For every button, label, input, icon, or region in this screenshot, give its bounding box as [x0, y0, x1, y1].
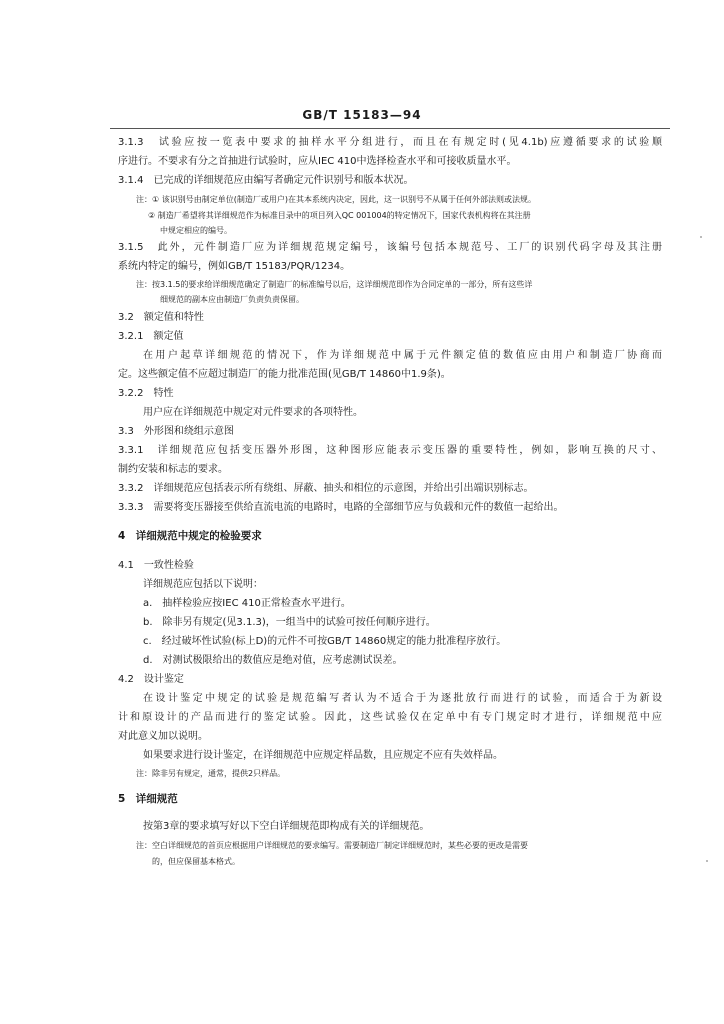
section-4-heading: 4 详细规范中规定的检验要求	[118, 530, 262, 542]
clause-3-1-5-line-1: 3.1.5 此外，元件制造厂应为详细规范规定编号，该编号包括本规范号、工厂的识别代码字母及其注册	[118, 242, 662, 253]
clause-3-2-2-heading: 3.2.2 特性	[118, 388, 174, 399]
list-item-b: b. 除非另有规定(见3.1.3)，一组当中的试验可按任何顺序进行。	[143, 617, 436, 628]
standard-number-header: GB/T 15183—94	[302, 108, 422, 122]
clause-3-2-2-body: 用户应在详细规范中规定对元件要求的各项特性。	[143, 407, 363, 418]
clause-3-1-3-line-2: 序进行。不要求有分之首抽进行试验时，应从IEC 410中选择检查水平和可接收质量水平。	[118, 156, 517, 167]
note-4-2: 注：除非另有规定，通常，提供2只样品。	[136, 769, 286, 778]
clause-4-2-heading: 4.2 设计鉴定	[118, 674, 184, 685]
clause-3-2-heading: 3.2 额定值和特性	[118, 312, 204, 323]
note-3-1-5-line-1: 注：按3.1.5的要求给详细规范确定了制造厂的标准编号以后，这详细规范即作为合同定单的一部分，所有这些详	[136, 280, 533, 289]
clause-3-3-heading: 3.3 外形图和绕组示意图	[118, 426, 234, 437]
scan-speck	[700, 236, 702, 238]
clause-3-3-1-line-2: 制约安装和标志的要求。	[118, 464, 228, 475]
list-item-d: d. 对测试极限给出的数值应是绝对值，应考虑测试误差。	[143, 655, 403, 666]
clause-3-2-1-line-1: 在用户起草详细规范的情况下，作为详细规范中属于元件额定值的数值应由用户和制造厂协商而	[143, 350, 662, 361]
note-3-1-5-line-2: 细规范的副本应由制造厂负责负责保留。	[160, 295, 304, 304]
list-item-c: c. 经过破坏性试验(标上D)的元件不可按GB/T 14860规定的能力批准程序放行。	[143, 636, 507, 647]
note-3-1-4-line-2: ② 制造厂希望将其详细规范作为标准目录中的项目列入QC 001004的特定情况下，国家代表机构将在其注册	[148, 211, 531, 220]
clause-4-2-line-1: 在设计鉴定中规定的试验是规范编写者认为不适合于为逐批放行而进行的试验，而适合于为新设	[143, 693, 662, 704]
clause-4-1-intro: 详细规范应包括以下说明：	[143, 579, 263, 590]
clause-3-2-1-line-2: 定。这些额定值不应超过制造厂的能力批准范围(见GB/T 14860中1.9条)。	[118, 369, 451, 380]
note-5-line-1: 注：空白详细规范的首页应根据用户详细规范的要求编写。需要制造厂制定详细规范时，某些必要的更改是需要	[136, 841, 528, 850]
note-3-1-4-line-3: 中规定相应的编号。	[160, 226, 232, 235]
clause-3-2-1-heading: 3.2.1 额定值	[118, 331, 184, 342]
clause-3-3-2: 3.3.2 详细规范应包括表示所有绕组、屏蔽、抽头和相位的示意图，并给出引出端识别标志。	[118, 483, 534, 494]
note-5-line-2: 的，但应保留基本格式。	[152, 857, 240, 866]
clause-3-1-5-line-2: 系统内特定的编号，例如GB/T 15183/PQR/1234。	[118, 261, 351, 272]
clause-4-2-line-3: 对此意义加以说明。	[118, 731, 208, 742]
clause-3-1-4: 3.1.4 已完成的详细规范应由编写者确定元件识别号和版本状况。	[118, 175, 414, 186]
clause-3-3-3: 3.3.3 需要将变压器接至供给直流电流的电路时，电路的全部细节应与负载和元件的数值一起给出。	[118, 502, 564, 513]
section-5-body: 按第3章的要求填写好以下空白详细规范即构成有关的详细规范。	[143, 821, 430, 832]
scan-speck	[706, 860, 708, 862]
clause-4-2-line-4: 如果要求进行设计鉴定，在详细规范中应规定样品数，且应规定不应有失效样品。	[143, 750, 503, 761]
clause-4-1-heading: 4.1 一致性检验	[118, 560, 194, 571]
list-item-a: a. 抽样检验应按IEC 410正常检查水平进行。	[143, 598, 351, 609]
clause-3-3-1-line-1: 3.3.1 详细规范应包括变压器外形图，这种图形应能表示变压器的重要特性，例如，影响互换的尺寸、	[118, 445, 662, 456]
note-3-1-4-line-1: 注：① 该识别号由制定单位(制造厂或用户)在其本系统内决定，因此，这一识别号不从属于任何外部法则或法规。	[136, 195, 536, 204]
clause-3-1-3-line-1: 3.1.3 试验应按一览表中要求的抽样水平分组进行，而且在有规定时(见4.1b)应遵循要求的试验顺	[118, 137, 662, 148]
clause-4-2-line-2: 计和原设计的产品而进行的鉴定试验。因此，这些试验仅在定单中有专门规定时才进行，详细规范中应	[118, 712, 662, 723]
section-5-heading: 5 详细规范	[118, 793, 178, 805]
header-rule	[110, 128, 670, 129]
